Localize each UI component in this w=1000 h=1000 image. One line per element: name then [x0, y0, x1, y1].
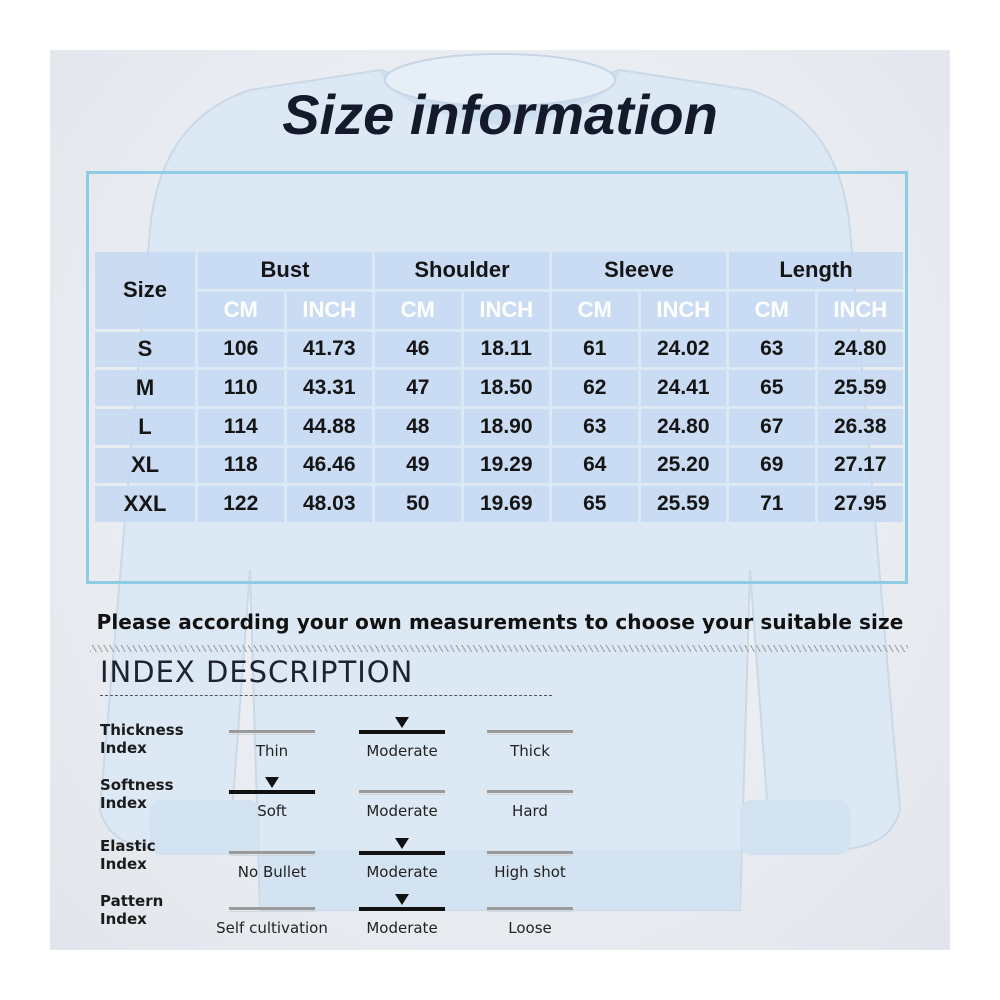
table-cell: 18.11 — [464, 332, 550, 368]
table-cell: 63 — [729, 332, 815, 368]
index-label-line: Index — [100, 794, 147, 812]
table-row — [95, 332, 903, 368]
table-cell: 62 — [552, 370, 638, 406]
table-cell: 122 — [198, 486, 284, 522]
thickness-option-label: Moderate — [366, 742, 438, 760]
softness-option-label: Soft — [257, 802, 287, 820]
elastic-index-label — [100, 837, 156, 873]
table-cell: 69 — [729, 448, 815, 484]
table-cell: 48.03 — [287, 486, 373, 522]
table-cell: 64 — [552, 448, 638, 484]
selected-marker-icon — [395, 717, 409, 728]
softness-option-bar — [229, 790, 315, 794]
thickness-option-bar — [359, 730, 445, 734]
sleeve-header: Sleeve — [552, 252, 726, 289]
table-cell: 19.69 — [464, 486, 550, 522]
table-cell: 63 — [552, 409, 638, 445]
selected-marker-icon — [265, 777, 279, 788]
size-cell: M — [95, 370, 195, 406]
table-cell: 19.29 — [464, 448, 550, 484]
index-label-line: Index — [100, 739, 147, 757]
table-cell: 24.80 — [818, 332, 904, 368]
table-cell: 114 — [198, 409, 284, 445]
index-label-line: Softness — [100, 776, 174, 794]
table-cell: 118 — [198, 448, 284, 484]
elastic-option-bar — [487, 851, 573, 854]
elastic-option-bar — [229, 851, 315, 854]
table-cell: 41.73 — [287, 332, 373, 368]
unit-header: CM — [375, 292, 461, 329]
elastic-option-label: High shot — [494, 863, 566, 881]
size-cell: XXL — [95, 486, 195, 522]
thickness-option-label: Thick — [510, 742, 550, 760]
thickness-option-bar — [487, 730, 573, 733]
length-header: Length — [729, 252, 903, 289]
shoulder-header: Shoulder — [375, 252, 549, 289]
elastic-option-bar — [359, 851, 445, 855]
size-cell: L — [95, 409, 195, 445]
unit-header: CM — [552, 292, 638, 329]
table-row — [95, 370, 903, 406]
table-cell: 106 — [198, 332, 284, 368]
dashed-divider — [100, 695, 552, 696]
elastic-option-label: No Bullet — [237, 863, 307, 881]
size-table — [92, 249, 906, 525]
index-description-heading: INDEX DESCRIPTION — [100, 655, 414, 689]
elastic-option-label: Moderate — [366, 863, 438, 881]
table-row — [95, 409, 903, 445]
softness-option-label: Hard — [512, 802, 548, 820]
table-cell: 50 — [375, 486, 461, 522]
pattern-option-label: Self cultivation — [216, 919, 328, 937]
unit-header: CM — [729, 292, 815, 329]
table-cell: 25.20 — [641, 448, 727, 484]
table-row — [95, 448, 903, 484]
unit-header: INCH — [641, 292, 727, 329]
table-cell: 67 — [729, 409, 815, 445]
table-cell: 24.41 — [641, 370, 727, 406]
index-label-line: Index — [100, 910, 147, 928]
hatched-divider — [90, 645, 908, 652]
table-row — [95, 486, 903, 522]
table-cell: 46 — [375, 332, 461, 368]
selected-marker-icon — [395, 838, 409, 849]
table-cell: 26.38 — [818, 409, 904, 445]
thickness-option-label: Thin — [255, 742, 289, 760]
table-cell: 25.59 — [641, 486, 727, 522]
table-header-row — [95, 252, 903, 289]
table-cell: 65 — [729, 370, 815, 406]
thickness-option-bar — [229, 730, 315, 733]
table-cell: 18.90 — [464, 409, 550, 445]
table-cell: 27.17 — [818, 448, 904, 484]
table-unit-row — [95, 292, 903, 329]
pattern-option-bar — [229, 907, 315, 910]
measurement-note: Please according your own measurements to choose your suitable size — [96, 610, 904, 634]
table-cell: 24.80 — [641, 409, 727, 445]
unit-header: INCH — [818, 292, 904, 329]
softness-option-bar — [359, 790, 445, 793]
table-cell: 47 — [375, 370, 461, 406]
index-label-line: Thickness — [100, 721, 184, 739]
table-cell: 49 — [375, 448, 461, 484]
table-cell: 61 — [552, 332, 638, 368]
unit-header: CM — [198, 292, 284, 329]
softness-option-label: Moderate — [366, 802, 438, 820]
index-label-line: Index — [100, 855, 147, 873]
table-cell: 24.02 — [641, 332, 727, 368]
table-cell: 71 — [729, 486, 815, 522]
size-cell: XL — [95, 448, 195, 484]
table-cell: 27.95 — [818, 486, 904, 522]
table-cell: 110 — [198, 370, 284, 406]
pattern-option-label: Moderate — [366, 919, 438, 937]
table-cell: 25.59 — [818, 370, 904, 406]
unit-header: INCH — [287, 292, 373, 329]
pattern-index-label — [100, 892, 163, 928]
table-cell: 48 — [375, 409, 461, 445]
table-cell: 44.88 — [287, 409, 373, 445]
index-label-line: Elastic — [100, 837, 156, 855]
bust-header: Bust — [198, 252, 372, 289]
size-column-header: Size — [95, 252, 195, 329]
selected-marker-icon — [395, 894, 409, 905]
thickness-index-label — [100, 721, 184, 757]
softness-index-label — [100, 776, 174, 812]
pattern-option-bar — [487, 907, 573, 910]
table-cell: 46.46 — [287, 448, 373, 484]
pattern-option-bar — [359, 907, 445, 911]
softness-option-bar — [487, 790, 573, 793]
table-cell: 43.31 — [287, 370, 373, 406]
index-label-line: Pattern — [100, 892, 164, 910]
page-title: Size information — [282, 83, 718, 146]
pattern-option-label: Loose — [508, 919, 552, 937]
table-cell: 18.50 — [464, 370, 550, 406]
table-cell: 65 — [552, 486, 638, 522]
size-cell: S — [95, 332, 195, 368]
unit-header: INCH — [464, 292, 550, 329]
